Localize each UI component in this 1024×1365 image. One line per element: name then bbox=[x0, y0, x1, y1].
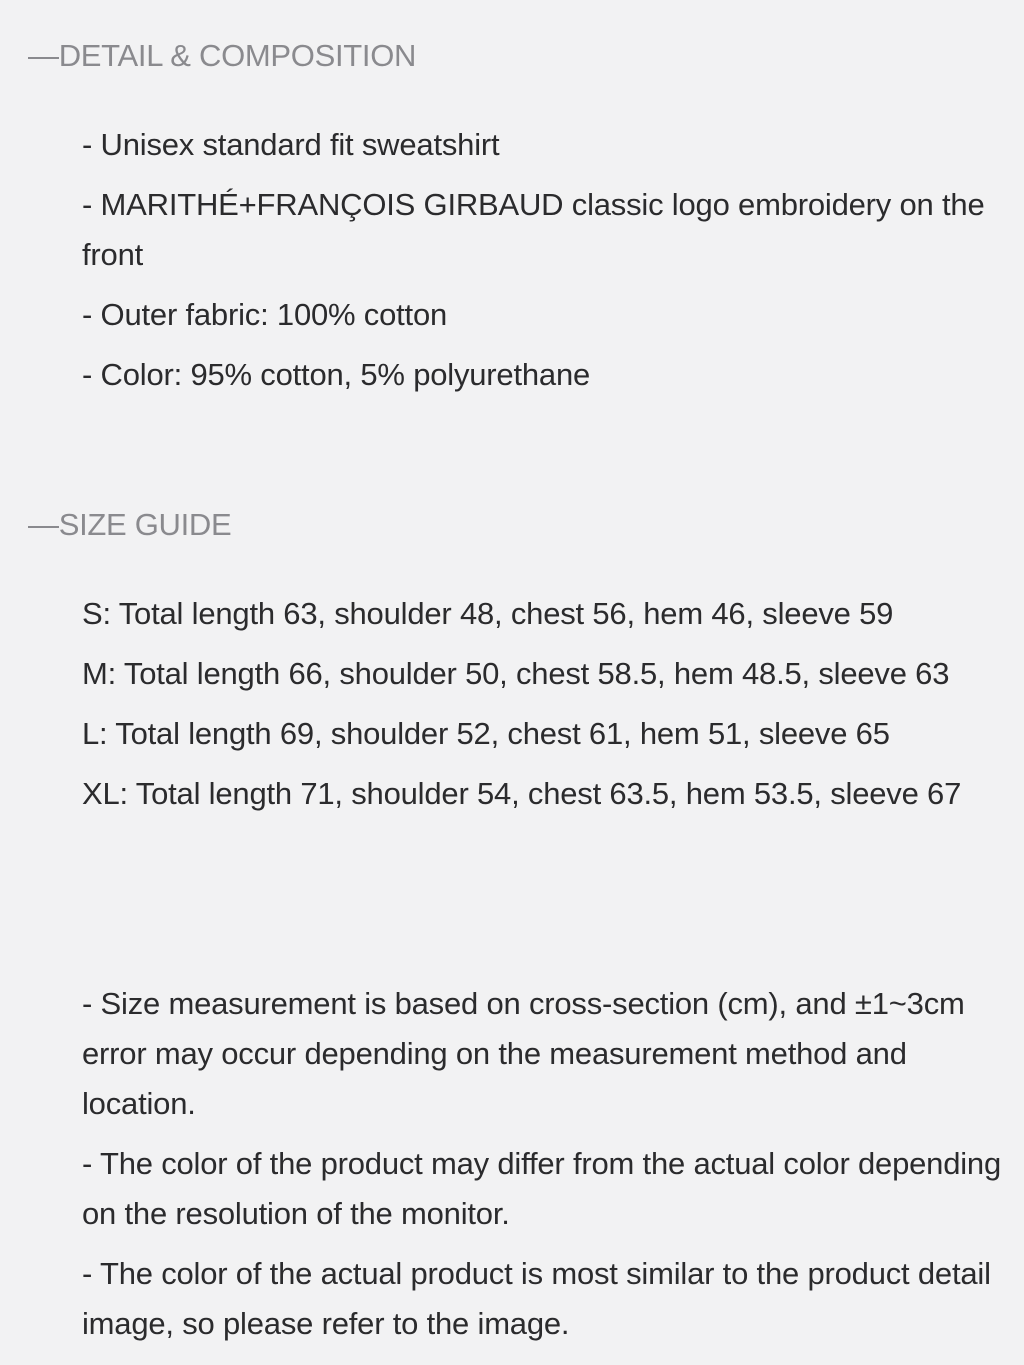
size-list bbox=[82, 589, 1007, 819]
detail-composition-heading: —DETAIL & COMPOSITION bbox=[28, 38, 417, 73]
size-note: - The color of the actual product is most similar to the product detail image, so please refer to the image. bbox=[82, 1256, 991, 1341]
size-row-m: M: Total length 66, shoulder 50, chest 58.5, hem 48.5, sleeve 63 bbox=[82, 656, 950, 691]
size-row-xl: XL: Total length 71, shoulder 54, chest 63.5, hem 53.5, sleeve 67 bbox=[82, 776, 962, 811]
detail-item: - Outer fabric: 100% cotton bbox=[82, 297, 448, 332]
detail-list bbox=[82, 120, 1007, 400]
size-notes bbox=[82, 979, 1007, 1349]
size-note: - The color of the product may differ from the actual color depending on the resolution of the monitor. bbox=[82, 1146, 1002, 1231]
size-note: - Size measurement is based on cross-section (cm), and ±1~3cm error may occur depending on the measurement method and location. bbox=[82, 986, 965, 1121]
detail-item: - MARITHÉ+FRANÇOIS GIRBAUD classic logo embroidery on the front bbox=[82, 187, 985, 272]
size-row-l: L: Total length 69, shoulder 52, chest 61, hem 51, sleeve 65 bbox=[82, 716, 890, 751]
size-row-s: S: Total length 63, shoulder 48, chest 56, hem 46, sleeve 59 bbox=[82, 596, 894, 631]
size-guide-heading: —SIZE GUIDE bbox=[28, 507, 232, 542]
detail-item: - Color: 95% cotton, 5% polyurethane bbox=[82, 357, 591, 392]
detail-item: - Unisex standard fit sweatshirt bbox=[82, 127, 500, 162]
